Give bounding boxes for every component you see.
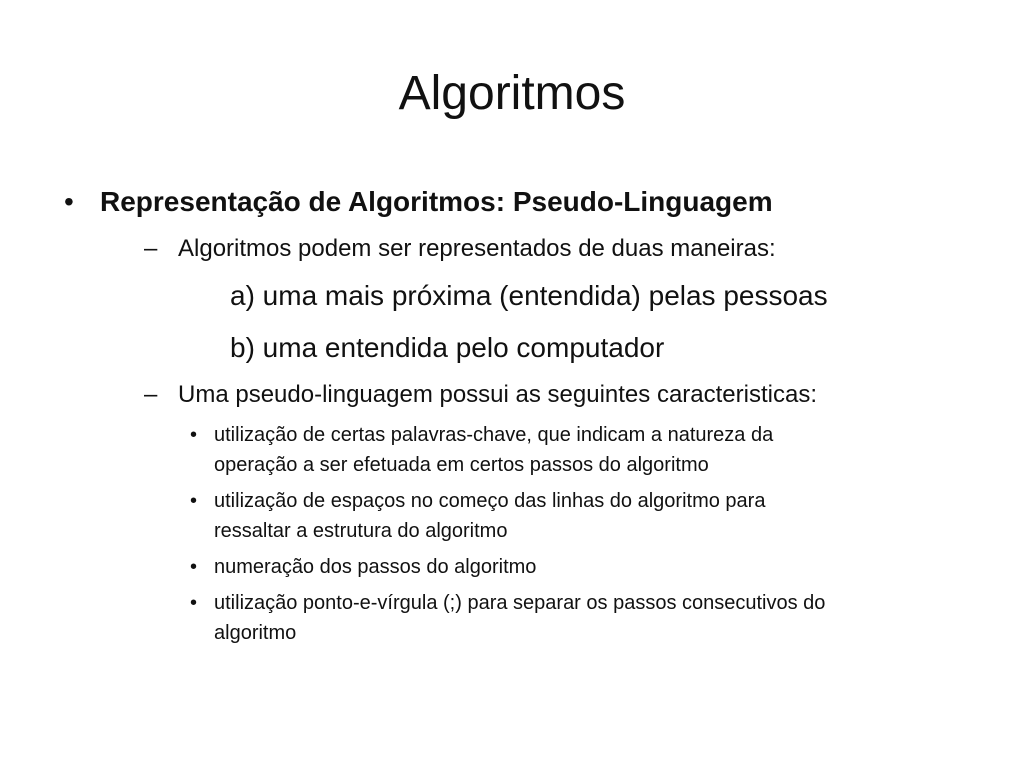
bullet-icon: • bbox=[64, 186, 74, 217]
sub-item-text: Algoritmos podem ser representados de duas maneiras: bbox=[178, 235, 776, 262]
option-b: b) uma entendida pelo computador bbox=[230, 332, 665, 363]
dash-icon: – bbox=[144, 235, 158, 262]
slide-content bbox=[64, 182, 964, 648]
slide-title: Algoritmos bbox=[398, 67, 626, 120]
heading-text: Representação de Algoritmos: Pseudo-Linguagem bbox=[100, 186, 773, 217]
bullet-icon: • bbox=[190, 490, 198, 512]
list-item bbox=[190, 486, 834, 546]
bullet-icon: • bbox=[190, 592, 198, 614]
list-item-text: utilização de certas palavras-chave, que indicam a natureza da operação a ser efetuada em certos passos do algoritmo bbox=[214, 424, 774, 476]
option-a: a) uma mais próxima (entendida) pelas pessoas bbox=[230, 280, 828, 311]
list-item-text: utilização ponto-e-vírgula (;) para separar os passos consecutivos do algoritmo bbox=[214, 592, 826, 644]
sub-item-characteristics bbox=[144, 378, 964, 412]
characteristics-list bbox=[64, 420, 964, 648]
sub-item-representations bbox=[144, 232, 964, 266]
list-item-text: numeração dos passos do algoritmo bbox=[214, 556, 537, 578]
bullet-icon: • bbox=[190, 556, 198, 578]
list-item bbox=[190, 588, 834, 648]
sub-item-text: Uma pseudo-linguagem possui as seguintes caracteristicas: bbox=[178, 381, 817, 408]
heading-bullet-item bbox=[64, 182, 964, 222]
bullet-icon: • bbox=[190, 424, 198, 446]
list-item bbox=[190, 420, 834, 480]
list-item bbox=[190, 552, 834, 582]
list-item-text: utilização de espaços no começo das linhas do algoritmo para ressaltar a estrutura do algoritmo bbox=[214, 490, 766, 542]
dash-icon: – bbox=[144, 381, 158, 408]
